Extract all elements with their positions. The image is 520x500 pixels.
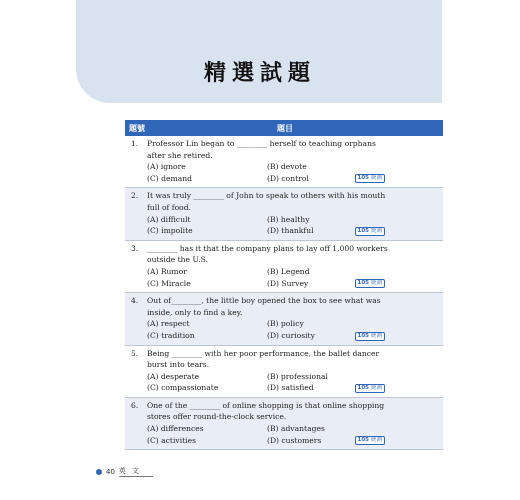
answer-option: (A) ignore bbox=[147, 162, 186, 172]
question-row bbox=[125, 398, 443, 450]
exam-source-badge bbox=[355, 332, 386, 341]
exam-source-badge bbox=[355, 227, 386, 236]
exam-type: 統測 bbox=[370, 437, 382, 444]
bullet-icon bbox=[96, 469, 102, 475]
exam-year: 105 bbox=[357, 332, 369, 339]
exam-year: 105 bbox=[357, 280, 369, 287]
question-number: 5. bbox=[131, 348, 139, 358]
question-number: 1. bbox=[131, 139, 139, 148]
answer-option: (A) desperate bbox=[147, 371, 200, 381]
answer-options bbox=[147, 266, 387, 289]
answer-option: (C) impolite bbox=[147, 226, 193, 236]
answer-option: (D) Survey bbox=[267, 278, 309, 288]
exam-type: 統測 bbox=[370, 332, 382, 339]
question-stem: Professor Lin began to ________ herself to teaching orphans after she retired. bbox=[147, 139, 376, 160]
exam-type: 統測 bbox=[370, 384, 382, 391]
answer-option: (D) thankful bbox=[267, 226, 314, 236]
question-stem: It was truly ________ of John to speak to others with his mouth full of food. bbox=[147, 191, 386, 212]
exam-type: 統測 bbox=[370, 280, 382, 287]
exam-year: 105 bbox=[357, 175, 369, 182]
answer-option: (C) activities bbox=[147, 435, 196, 445]
answer-option: (C) compassionate bbox=[147, 383, 219, 393]
answer-option: (B) healthy bbox=[267, 214, 310, 224]
question-row bbox=[125, 136, 443, 188]
question-table bbox=[125, 120, 443, 450]
header-band bbox=[76, 0, 442, 103]
question-number: 4. bbox=[131, 296, 139, 306]
answer-option: (D) curiosity bbox=[267, 330, 315, 340]
exam-year: 105 bbox=[357, 384, 369, 391]
page-title: 精選試題 bbox=[203, 61, 316, 86]
answer-option: (A) Rumor bbox=[147, 266, 187, 276]
question-number: 2. bbox=[131, 191, 139, 201]
answer-options bbox=[147, 161, 387, 184]
question-stem: Being ________ with her poor performance, the ballet dancer burst into tears. bbox=[147, 348, 380, 370]
answer-option: (A) respect bbox=[147, 319, 190, 329]
answer-option: (A) differences bbox=[147, 424, 204, 434]
answer-options bbox=[147, 318, 387, 341]
question-stem: One of the ________ of online shopping is that online shopping stores offer round-the-clock service. bbox=[147, 400, 385, 422]
table-header bbox=[125, 120, 443, 136]
exam-year: 105 bbox=[357, 437, 369, 444]
question-row bbox=[125, 241, 443, 293]
exam-type: 統測 bbox=[370, 227, 382, 234]
question-stem: ________ has it that the company plans to lay off 1,000 workers outside the U.S. bbox=[147, 243, 388, 265]
exam-source-badge bbox=[355, 279, 386, 288]
column-header-number: 題號 bbox=[129, 124, 145, 133]
exam-source-badge bbox=[355, 384, 386, 393]
question-row bbox=[125, 188, 443, 240]
question-row bbox=[125, 346, 443, 398]
answer-option: (C) tradition bbox=[147, 330, 195, 340]
answer-option: (B) devote bbox=[267, 162, 307, 172]
answer-options bbox=[147, 371, 387, 394]
question-rows bbox=[125, 136, 443, 450]
column-header-question: 題目 bbox=[277, 124, 293, 133]
answer-option: (C) demand bbox=[147, 173, 192, 183]
answer-option: (D) control bbox=[267, 173, 309, 183]
answer-option: (B) advantages bbox=[267, 424, 325, 434]
answer-options bbox=[147, 423, 387, 446]
answer-option: (C) Miracle bbox=[147, 278, 191, 288]
question-stem: Out of________, the little boy opened the box to see what was inside, only to find a key. bbox=[147, 296, 381, 317]
question-number: 3. bbox=[131, 243, 139, 253]
answer-option: (B) policy bbox=[267, 319, 304, 329]
question-number: 6. bbox=[131, 400, 139, 410]
exam-source-badge bbox=[355, 436, 386, 445]
answer-options bbox=[147, 214, 387, 237]
subject-label: 英文 bbox=[119, 466, 153, 477]
exam-year: 105 bbox=[357, 227, 369, 234]
answer-option: (D) satisfied bbox=[267, 383, 314, 393]
question-row bbox=[125, 293, 443, 345]
exam-source-badge bbox=[355, 174, 386, 183]
answer-option: (B) Legend bbox=[267, 266, 310, 276]
answer-option: (A) difficult bbox=[147, 214, 191, 224]
page-footer bbox=[96, 466, 153, 477]
answer-option: (D) customers bbox=[267, 435, 322, 445]
answer-option: (B) professional bbox=[267, 371, 328, 381]
page-number: 40 bbox=[106, 467, 115, 476]
exam-type: 統測 bbox=[370, 175, 382, 182]
